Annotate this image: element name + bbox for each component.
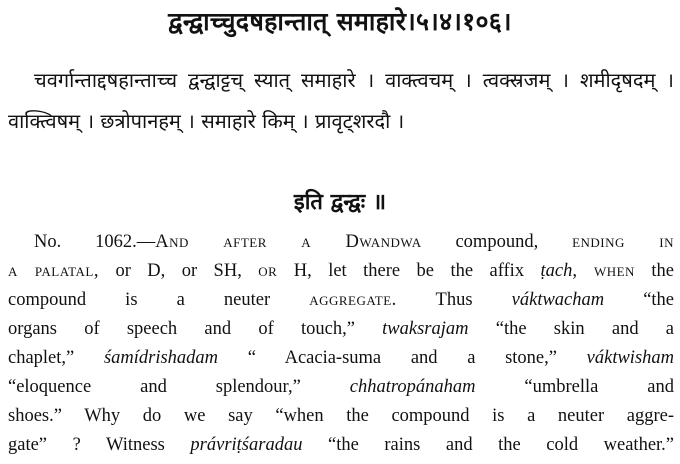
text-run: a palatal, (8, 261, 99, 281)
text-run: chaplet,” (8, 348, 104, 368)
translation-line-8 (8, 431, 674, 460)
text-run: Thus (396, 290, 512, 310)
text-run: or D, or SH, (99, 261, 259, 281)
translation-line-1 (8, 228, 674, 257)
example-term: chhatropánaham (349, 377, 476, 397)
english-translation (8, 228, 674, 460)
example-term: váktwacham (511, 290, 605, 310)
text-run: shoes.” Why do we say “when the compound is a neuter aggre- (8, 406, 674, 426)
text-run: or (258, 261, 278, 281)
text-run: “the skin and a (468, 319, 675, 339)
translation-line-5 (8, 344, 674, 373)
text-run: “eloquence and splendour,” (8, 377, 350, 397)
rule-heading: And after a Dwandwa (155, 232, 422, 252)
commentary-sanskrit: चवर्गान्ताद्दषहान्ताच्च द्वन्द्वाट्टच् स्यात् समाहारे । वाक्त्वचम् । त्वक्स्रजम् । शमीदृषदम् । वाक्त्विषम् । छत्रोपानहम् । समाहारे किम् । प्रावृट्शरदौ । (8, 68, 674, 133)
rule-number: No. 1062.— (34, 232, 156, 252)
text-run: the (634, 261, 674, 281)
text-run: ending in (572, 232, 674, 252)
text-run: compound, (421, 232, 573, 252)
text-run: “the (604, 290, 675, 310)
text-run: “ Acacia-suma and a stone,” (218, 348, 587, 368)
text-run: compound is a neuter (8, 290, 310, 310)
example-term: váktwisham (586, 348, 675, 368)
text-run: when (577, 261, 635, 281)
text-run: aggregate. (309, 290, 397, 310)
text-run: “the rains and the cold weather.” (302, 435, 675, 455)
translation-line-7 (8, 402, 674, 431)
example-term: twaksrajam (382, 319, 469, 339)
sutra-heading: द्वन्द्वाच्चुदषहान्तात् समाहारे।५।४।१०६। (168, 7, 512, 36)
translation-line-4 (8, 315, 674, 344)
translation-line-6 (8, 373, 674, 402)
translation-line-3 (8, 286, 674, 315)
example-term: śamídrishadam (103, 348, 219, 368)
text-run: gate” ? Witness (8, 435, 191, 455)
section-end-marker: इति द्वन्द्वः ॥ (293, 190, 387, 215)
text-run: “umbrella and (475, 377, 674, 397)
example-term: právriṭśaradau (190, 435, 303, 455)
text-run: H, let there be the affix (277, 261, 541, 281)
translation-line-2 (8, 257, 674, 286)
affix-term: ṭach, (540, 261, 577, 281)
text-run: organs of speech and of touch,” (8, 319, 383, 339)
